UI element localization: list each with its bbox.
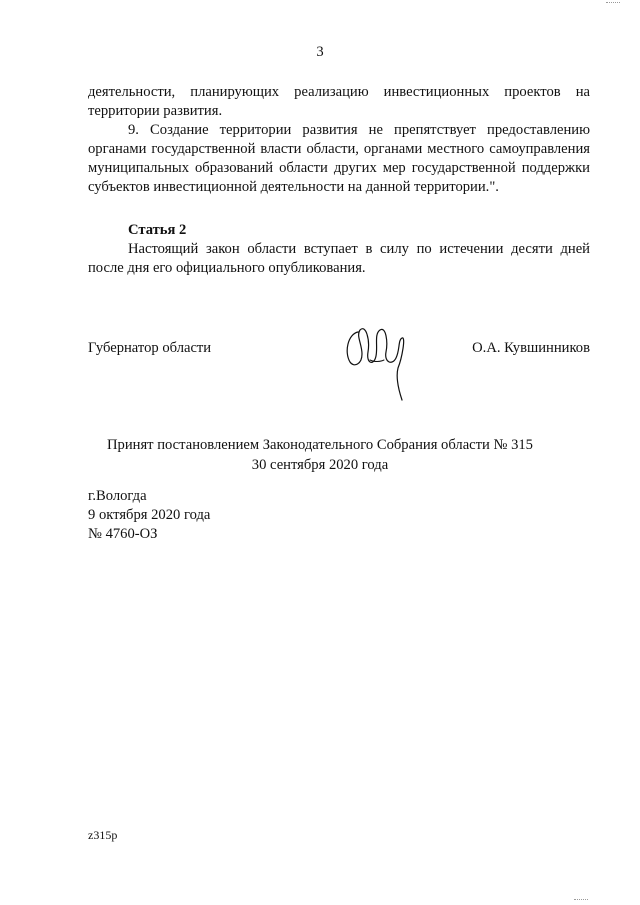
item-9-text: 9. Создание территории развития не препятствует предоставлению органами государственной власти области, органами местного самоуправления муниципальных образований области других мер государственной поддержки субъектов инвестиционной деятельности на данной территории.". <box>88 122 590 195</box>
adoption-note <box>0 435 640 475</box>
article-text: Настоящий закон области вступает в силу по истечении десяти дней после дня его официального опубликования. <box>88 241 590 276</box>
law-number: № 4760-ОЗ <box>88 526 158 542</box>
adoption-line-1: Принят постановлением Законодательного Собрания области № 315 <box>107 437 533 453</box>
document-code: z315p <box>88 828 118 842</box>
signing-date: 9 октября 2020 года <box>88 507 211 523</box>
item-9-paragraph <box>88 121 590 197</box>
continuation-text: деятельности, планирующих реализацию инвестиционных проектов на территории развития. <box>88 84 590 119</box>
handwritten-signature <box>340 318 410 406</box>
scan-mark-bottom <box>574 899 588 902</box>
place-date-block <box>88 487 210 544</box>
article-heading: Статья 2 <box>128 222 187 238</box>
signature-row <box>88 339 590 359</box>
page-number: 3 <box>316 44 324 60</box>
signatory-title: Губернатор области <box>88 340 212 356</box>
article-paragraph <box>88 240 590 278</box>
continuation-paragraph <box>88 83 590 121</box>
signatory-name: О.А. Кувшинников <box>472 340 590 356</box>
adoption-line-2: 30 сентября 2020 года <box>251 457 389 473</box>
city: г.Вологда <box>88 488 147 504</box>
scan-mark-top <box>606 2 620 5</box>
